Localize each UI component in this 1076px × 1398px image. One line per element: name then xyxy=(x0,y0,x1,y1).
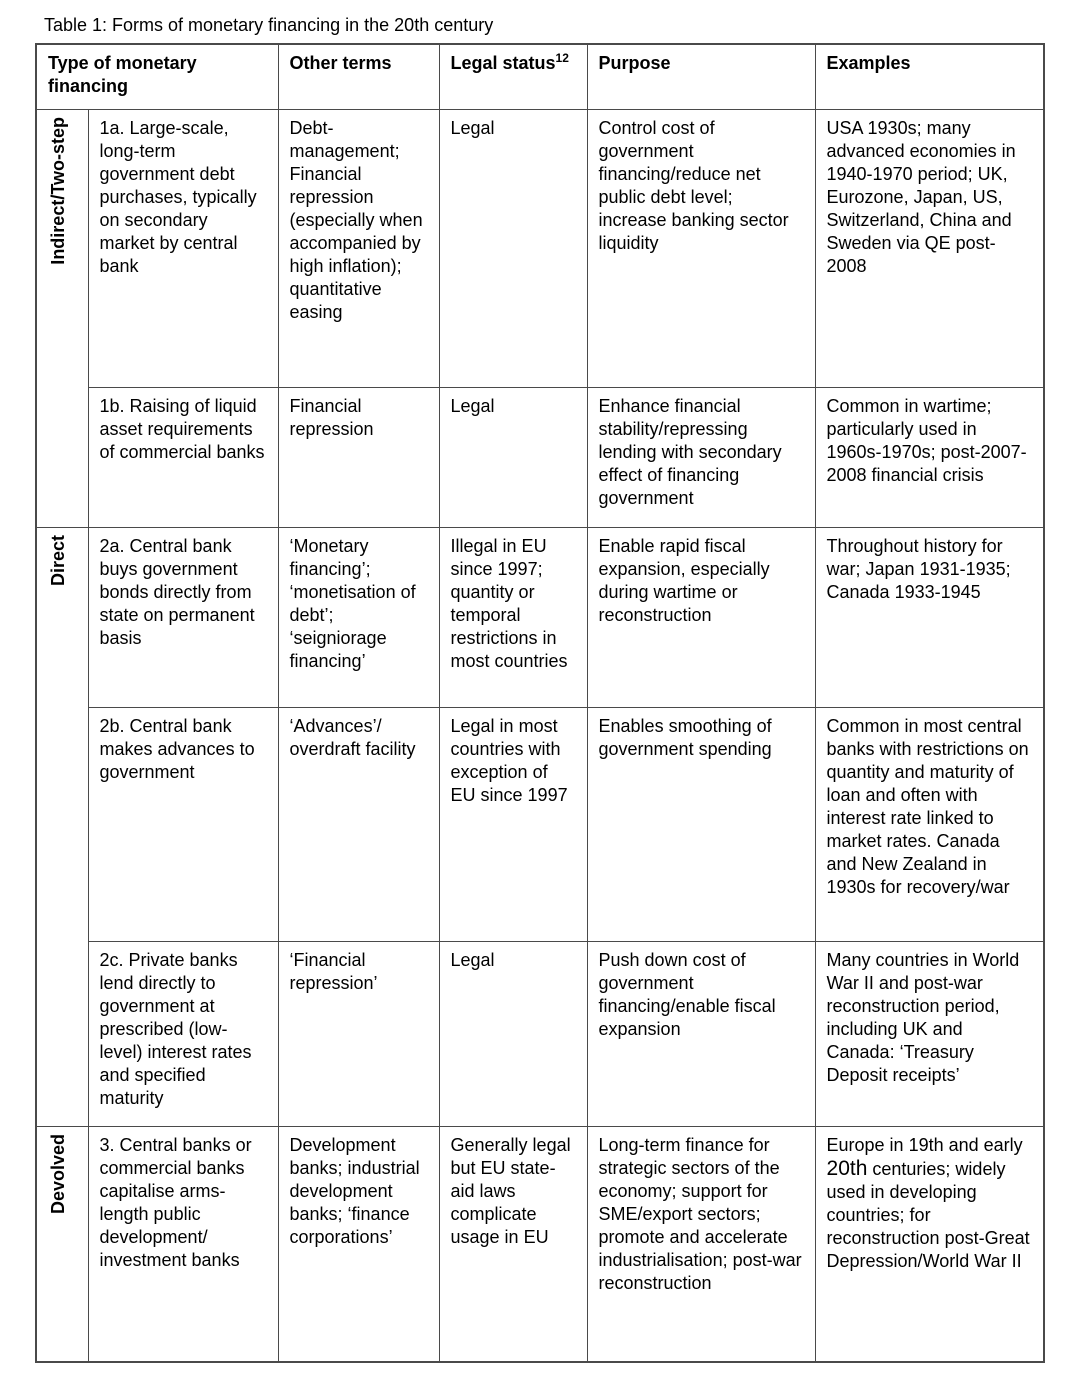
group-label-direct xyxy=(36,527,88,1126)
cell-2b-legal-status: Legal in most countries with exception of EU since 1997 xyxy=(439,707,587,941)
cell-2b-other-terms: ‘Advances’/ overdraft facility xyxy=(278,707,439,941)
cell-1b-purpose: Enhance financial stability/repressing lending with secondary effect of financing government xyxy=(587,387,815,527)
group-label-devolved xyxy=(36,1126,88,1362)
rotated-group-label: Direct xyxy=(48,534,68,586)
cell-2a-legal-status: Illegal in EU since 1997; quantity or temporal restrictions in most countries xyxy=(439,527,587,707)
examples-text-20th: 20th xyxy=(826,1156,868,1180)
footnote-marker-12: 12 xyxy=(555,51,569,65)
table-row-1b xyxy=(36,387,1044,527)
group-label-indirect-two-step xyxy=(36,109,88,527)
cell-1a-legal-status: Legal xyxy=(439,109,587,387)
cell-2c-type: 2c. Private banks lend directly to government at prescribed (low-level) interest rates and specified maturity xyxy=(88,941,278,1126)
cell-2c-legal-status: Legal xyxy=(439,941,587,1126)
cell-1b-type: 1b. Raising of liquid asset requirements of commercial banks xyxy=(88,387,278,527)
cell-2b-examples: Common in most central banks with restrictions on quantity and maturity of loan and often with interest rate linked to market rates. Canada and New Zealand in 1930s for recovery/war xyxy=(815,707,1044,941)
cell-1b-other-terms: Financial repression xyxy=(278,387,439,527)
cell-3-other-terms: Development banks; industrial development banks; ‘finance corporations’ xyxy=(278,1126,439,1362)
cell-1a-purpose: Control cost of government financing/reduce net public debt level; increase banking sector liquidity xyxy=(587,109,815,387)
table-caption: Table 1: Forms of monetary financing in the 20th century xyxy=(44,15,494,35)
examples-text-pre: Europe in 19th and early xyxy=(826,1134,1023,1155)
cell-1a-examples: USA 1930s; many advanced economies in 1940-1970 period; UK, Eurozone, Japan, US, Switzerland, China and Sweden via QE post-2008 xyxy=(815,109,1044,387)
col-header-type-of-monetary-financing: Type of monetary financing xyxy=(36,44,278,109)
table-row-1a xyxy=(36,109,1044,387)
col-header-other-terms: Other terms xyxy=(278,44,439,109)
cell-2b-purpose: Enables smoothing of government spending xyxy=(587,707,815,941)
cell-2b-type: 2b. Central bank makes advances to government xyxy=(88,707,278,941)
cell-1b-legal-status: Legal xyxy=(439,387,587,527)
cell-1b-examples: Common in wartime; particularly used in 1960s-1970s; post-2007-2008 financial crisis xyxy=(815,387,1044,527)
cell-2a-purpose: Enable rapid fiscal expansion, especially during wartime or reconstruction xyxy=(587,527,815,707)
table-row-2c xyxy=(36,941,1044,1126)
monetary-financing-table xyxy=(35,43,1045,1363)
col-header-legal-status xyxy=(439,44,587,109)
legal-status-label: Legal status xyxy=(450,53,556,73)
header-row xyxy=(36,44,1044,109)
rotated-group-label: Devolved xyxy=(48,1133,68,1214)
cell-2a-other-terms: ‘Monetary financing’; ‘monetisation of debt’; ‘seigniorage financing’ xyxy=(278,527,439,707)
rotated-group-label: Indirect/Two-step xyxy=(48,116,68,265)
cell-3-examples xyxy=(815,1126,1044,1362)
cell-1a-other-terms: Debt-management; Financial repression (especially when accompanied by high inflation); quantitative easing xyxy=(278,109,439,387)
col-header-purpose: Purpose xyxy=(587,44,815,109)
table-row-3 xyxy=(36,1126,1044,1362)
cell-1a-type: 1a. Large-scale, long-term government debt purchases, typically on secondary market by central bank xyxy=(88,109,278,387)
cell-3-purpose: Long-term finance for strategic sectors of the economy; support for SME/export sectors; promote and accelerate industrialisation; post-war reconstruction xyxy=(587,1126,815,1362)
cell-2c-other-terms: ‘Financial repression’ xyxy=(278,941,439,1126)
table-row-2a xyxy=(36,527,1044,707)
cell-3-legal-status: Generally legal but EU state-aid laws complicate usage in EU xyxy=(439,1126,587,1362)
cell-2a-type: 2a. Central bank buys government bonds directly from state on permanent basis xyxy=(88,527,278,707)
examples-text-post: centuries; widely used in developing countries; for reconstruction post-Great Depression/World War II xyxy=(826,1158,1030,1271)
cell-2c-purpose: Push down cost of government financing/enable fiscal expansion xyxy=(587,941,815,1126)
col-header-examples: Examples xyxy=(815,44,1044,109)
cell-3-type: 3. Central banks or commercial banks capitalise arms-length public development/ investment banks xyxy=(88,1126,278,1362)
cell-2a-examples: Throughout history for war; Japan 1931-1935; Canada 1933-1945 xyxy=(815,527,1044,707)
cell-2c-examples: Many countries in World War II and post-war reconstruction period, including UK and Canada: ‘Treasury Deposit receipts’ xyxy=(815,941,1044,1126)
table-row-2b xyxy=(36,707,1044,941)
